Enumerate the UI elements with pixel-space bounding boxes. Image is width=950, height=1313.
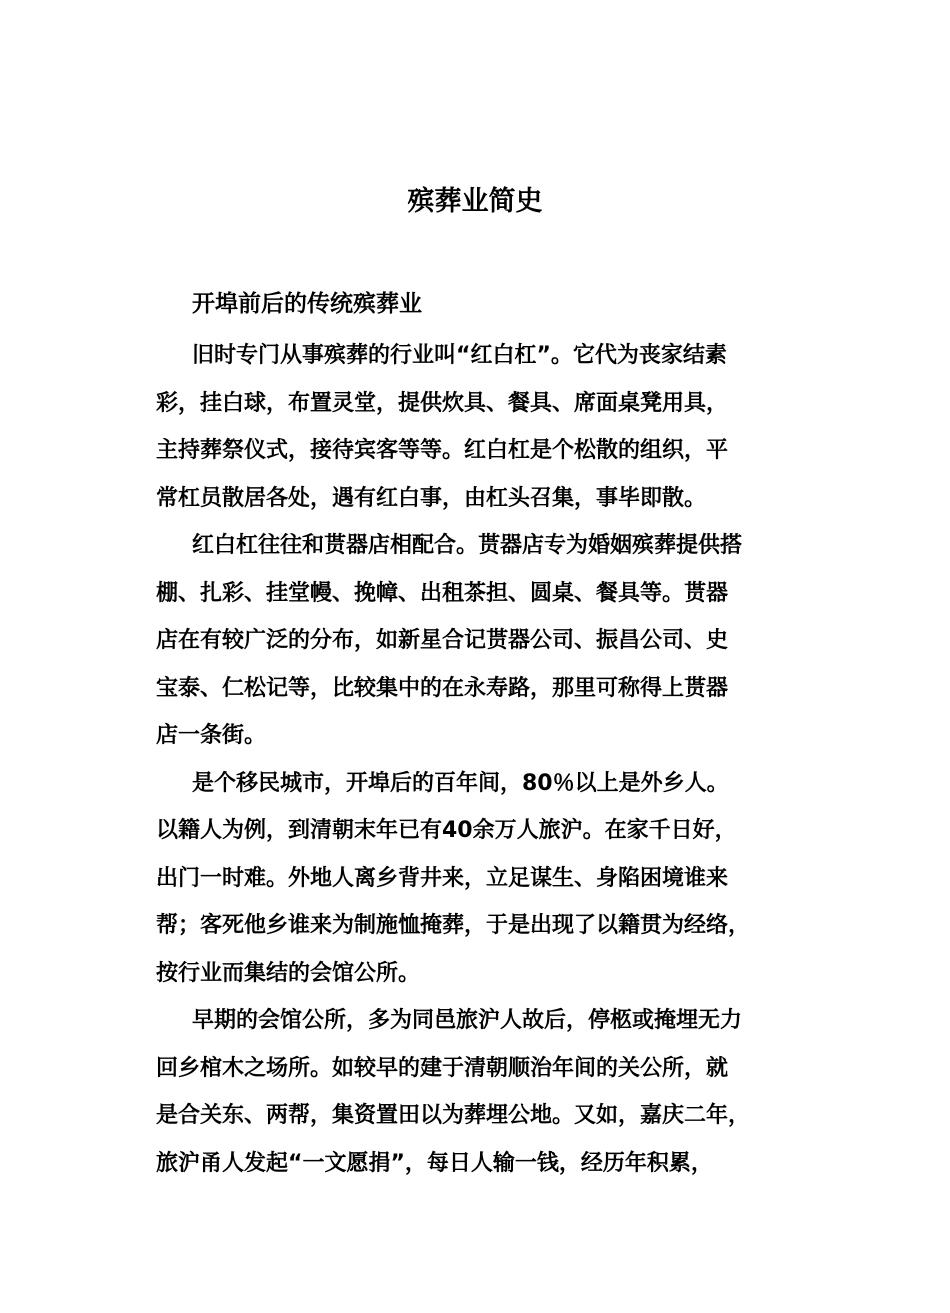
paragraph — [156, 997, 816, 1187]
paragraph-line: 回乡棺木之场所。如较早的建于清朝顺治年间的关公所，就 — [156, 1055, 729, 1081]
paragraph-line: 红白杠往往和贳器店相配合。贳器店专为婚姻殡葬提供搭 — [192, 533, 743, 558]
paragraph-line: 彩，挂白球，布置灵堂，提供炊具、餐具、席面桌凳用具， — [156, 390, 729, 416]
paragraph-line: 主持葬祭仪式，接待宾客等等。红白杠是个松散的组织，平 — [156, 438, 729, 463]
paragraph-line: 是个移民城市，开埠后的百年间，80％以上是外乡人。 — [192, 770, 729, 796]
paragraph — [156, 760, 816, 998]
paragraph-line: 出门一时难。外地人离乡背井来，立足谋生、身陷困境谁来 — [156, 865, 729, 891]
paragraph-line: 宝泰、仁松记等，比较集中的在永寿路，那里可称得上贳器 — [156, 675, 729, 701]
section-heading: 开埠前后的传统殡葬业 — [192, 291, 422, 317]
paragraph — [156, 332, 816, 522]
paragraph — [156, 522, 816, 760]
body-text — [156, 332, 816, 1187]
paragraph-line: 早期的会馆公所，多为同邑旅沪人故后，停柩或掩埋无力 — [192, 1008, 743, 1033]
paragraph-line: 是合关东、两帮，集资置田以为葬埋公地。又如，嘉庆二年， — [156, 1103, 751, 1128]
paragraph-line: 帮；客死他乡谁来为制施恤掩葬，于是出现了以籍贯为经络， — [156, 913, 751, 938]
paragraph-line: 棚、扎彩、挂堂幔、挽幛、出租茶担、圆桌、餐具等。贳器 — [156, 580, 729, 606]
paragraph-line: 常杠员散居各处，遇有红白事，由杠头召集，事毕即散。 — [156, 485, 707, 511]
paragraph-line: 店一条街。 — [156, 723, 267, 748]
page-title: 殡葬业简史 — [407, 186, 543, 217]
paragraph-line: 旅沪甬人发起“一文愿捐”，每日人输一钱，经历年积累， — [156, 1150, 713, 1176]
paragraph-line: 旧时专门从事殡葬的行业叫“红白杠”。它代为丧家结素 — [192, 343, 727, 368]
paragraph-line: 以籍人为例，到清朝末年已有40余万人旅沪。在家千日好， — [156, 818, 737, 843]
paragraph-line: 按行业而集结的会馆公所。 — [156, 960, 421, 986]
paragraph-line: 店在有较广泛的分布，如新星合记贳器公司、振昌公司、史 — [156, 628, 729, 653]
